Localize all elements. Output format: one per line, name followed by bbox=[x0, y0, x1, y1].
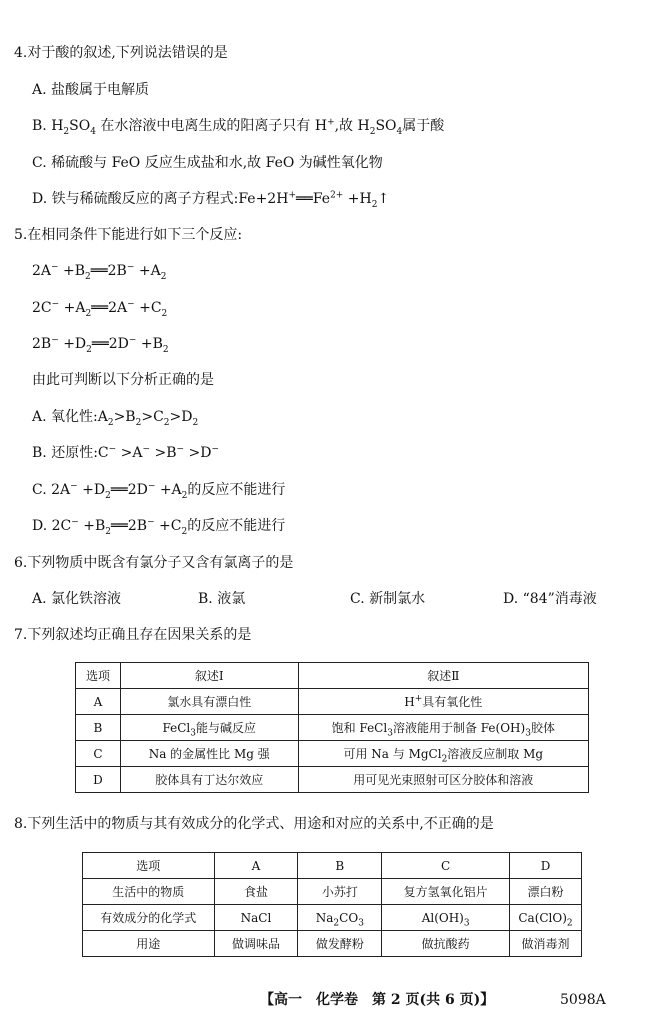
table-cell: 漂白粉 bbox=[510, 879, 582, 905]
q5-lead: 由此可判断以下分析正确的是 bbox=[32, 372, 214, 388]
table-header-cell: A bbox=[214, 853, 298, 879]
table-cell: 生活中的物质 bbox=[83, 879, 215, 905]
q5-stem: 5.在相同条件下能进行如下三个反应: bbox=[14, 227, 243, 243]
q5-option-a: A. 氧化性$:A_2>B_2>C_2>D_2$ bbox=[32, 409, 199, 428]
table-row bbox=[76, 715, 589, 741]
q5-reaction-1: $2A^- +B_2══2B^- +A_2$ bbox=[32, 262, 167, 282]
table-cell: $Al(OH)_3$ bbox=[382, 905, 510, 931]
table-cell: 做抗酸药 bbox=[382, 931, 510, 957]
table-cell: 做消毒剂 bbox=[510, 931, 582, 957]
table-cell: 用途 bbox=[83, 931, 215, 957]
q6-option-a: A. 氯化铁溶液 bbox=[32, 591, 122, 607]
footer-page-info: 【高一 化学卷 第 2 页(共 6 页)】 bbox=[260, 992, 495, 1008]
q7-table bbox=[75, 662, 589, 793]
table-row bbox=[76, 689, 589, 715]
q6-stem: 6.下列物质中既含有氯分子又含有氯离子的是 bbox=[14, 555, 294, 571]
table-header-cell: 选项 bbox=[76, 663, 121, 689]
q5-option-d: D. $2C^- +B_2══2B^- +C_2$的反应不能进行 bbox=[32, 517, 286, 537]
table-cell: 胶体具有丁达尔效应 bbox=[120, 767, 298, 793]
table-row bbox=[83, 931, 582, 957]
q5-option-c: C. $2A^- +D_2══2D^- +A_2$的反应不能进行 bbox=[32, 481, 286, 501]
table-row bbox=[76, 767, 589, 793]
table-cell: Na 的金属性比 Mg 强 bbox=[120, 741, 298, 767]
q8-stem: 8.下列生活中的物质与其有效成分的化学式、用途和对应的关系中,不正确的是 bbox=[14, 816, 494, 832]
table-cell: B bbox=[76, 715, 121, 741]
table-cell: D bbox=[76, 767, 121, 793]
table-header-row bbox=[76, 663, 589, 689]
table-cell: 用可见光束照射可区分胶体和溶液 bbox=[298, 767, 588, 793]
q4-option-b: B. $H_2SO_4$ 在水溶液中电离生成的阳离子只有 H+,故 $H_2SO_4$属于酸 bbox=[32, 117, 445, 137]
q6-option-c: C. 新制氯水 bbox=[350, 591, 426, 607]
table-cell: 食盐 bbox=[214, 879, 298, 905]
q4-stem: 4.对于酸的叙述,下列说法错误的是 bbox=[14, 45, 228, 61]
table-header-cell: C bbox=[382, 853, 510, 879]
q4-option-a: A. 盐酸属于电解质 bbox=[32, 82, 150, 98]
table-cell: 可用 Na 与 MgCl$_2$溶液反应制取 Mg bbox=[298, 741, 588, 767]
table-cell: 有效成分的化学式 bbox=[83, 905, 215, 931]
table-row bbox=[83, 879, 582, 905]
table-cell: $Na_2CO_3$ bbox=[298, 905, 382, 931]
q6-option-b: B. 液氯 bbox=[198, 591, 246, 607]
table-cell: NaCl bbox=[214, 905, 298, 931]
table-header-cell: 叙述Ⅱ bbox=[298, 663, 588, 689]
table-header-cell: D bbox=[510, 853, 582, 879]
table-cell: 小苏打 bbox=[298, 879, 382, 905]
table-header-cell: 叙述Ⅰ bbox=[120, 663, 298, 689]
table-cell: FeCl$_3$能与碱反应 bbox=[120, 715, 298, 741]
table-cell: 做发酵粉 bbox=[298, 931, 382, 957]
q6-option-d: D. “84”消毒液 bbox=[503, 591, 597, 607]
table-cell: C bbox=[76, 741, 121, 767]
table-cell: 氯水具有漂白性 bbox=[120, 689, 298, 715]
table-row bbox=[76, 741, 589, 767]
q5-reaction-3: $2B^- +D_2══2D^- +B_2$ bbox=[32, 335, 169, 355]
table-cell: A bbox=[76, 689, 121, 715]
q8-table bbox=[82, 852, 582, 957]
q4-option-d: D. 铁与稀硫酸反应的离子方程式$:Fe+2H^+══Fe^{2+}$ $+H_2↑$ bbox=[32, 190, 390, 210]
table-cell: 做调味品 bbox=[214, 931, 298, 957]
q7-stem: 7.下列叙述均正确且存在因果关系的是 bbox=[14, 627, 252, 643]
table-cell: 饱和 FeCl$_3$溶液能用于制备 $Fe(OH)_3$胶体 bbox=[298, 715, 588, 741]
table-cell: H+具有氧化性 bbox=[298, 689, 588, 715]
table-header-cell: B bbox=[298, 853, 382, 879]
table-cell: $Ca(ClO)_2$ bbox=[510, 905, 582, 931]
footer-paper-code: 5098A bbox=[560, 992, 606, 1008]
q5-option-b: B. 还原性:C− >A− >B− >D− bbox=[32, 444, 219, 461]
table-header-row bbox=[83, 853, 582, 879]
q5-reaction-2: $2C^- +A_2══2A^- +C_2$ bbox=[32, 299, 168, 319]
table-cell: 复方氢氧化铝片 bbox=[382, 879, 510, 905]
q4-option-c: C. 稀硫酸与 FeO 反应生成盐和水,故 FeO 为碱性氧化物 bbox=[32, 155, 383, 171]
table-header-cell: 选项 bbox=[83, 853, 215, 879]
table-row bbox=[83, 905, 582, 931]
